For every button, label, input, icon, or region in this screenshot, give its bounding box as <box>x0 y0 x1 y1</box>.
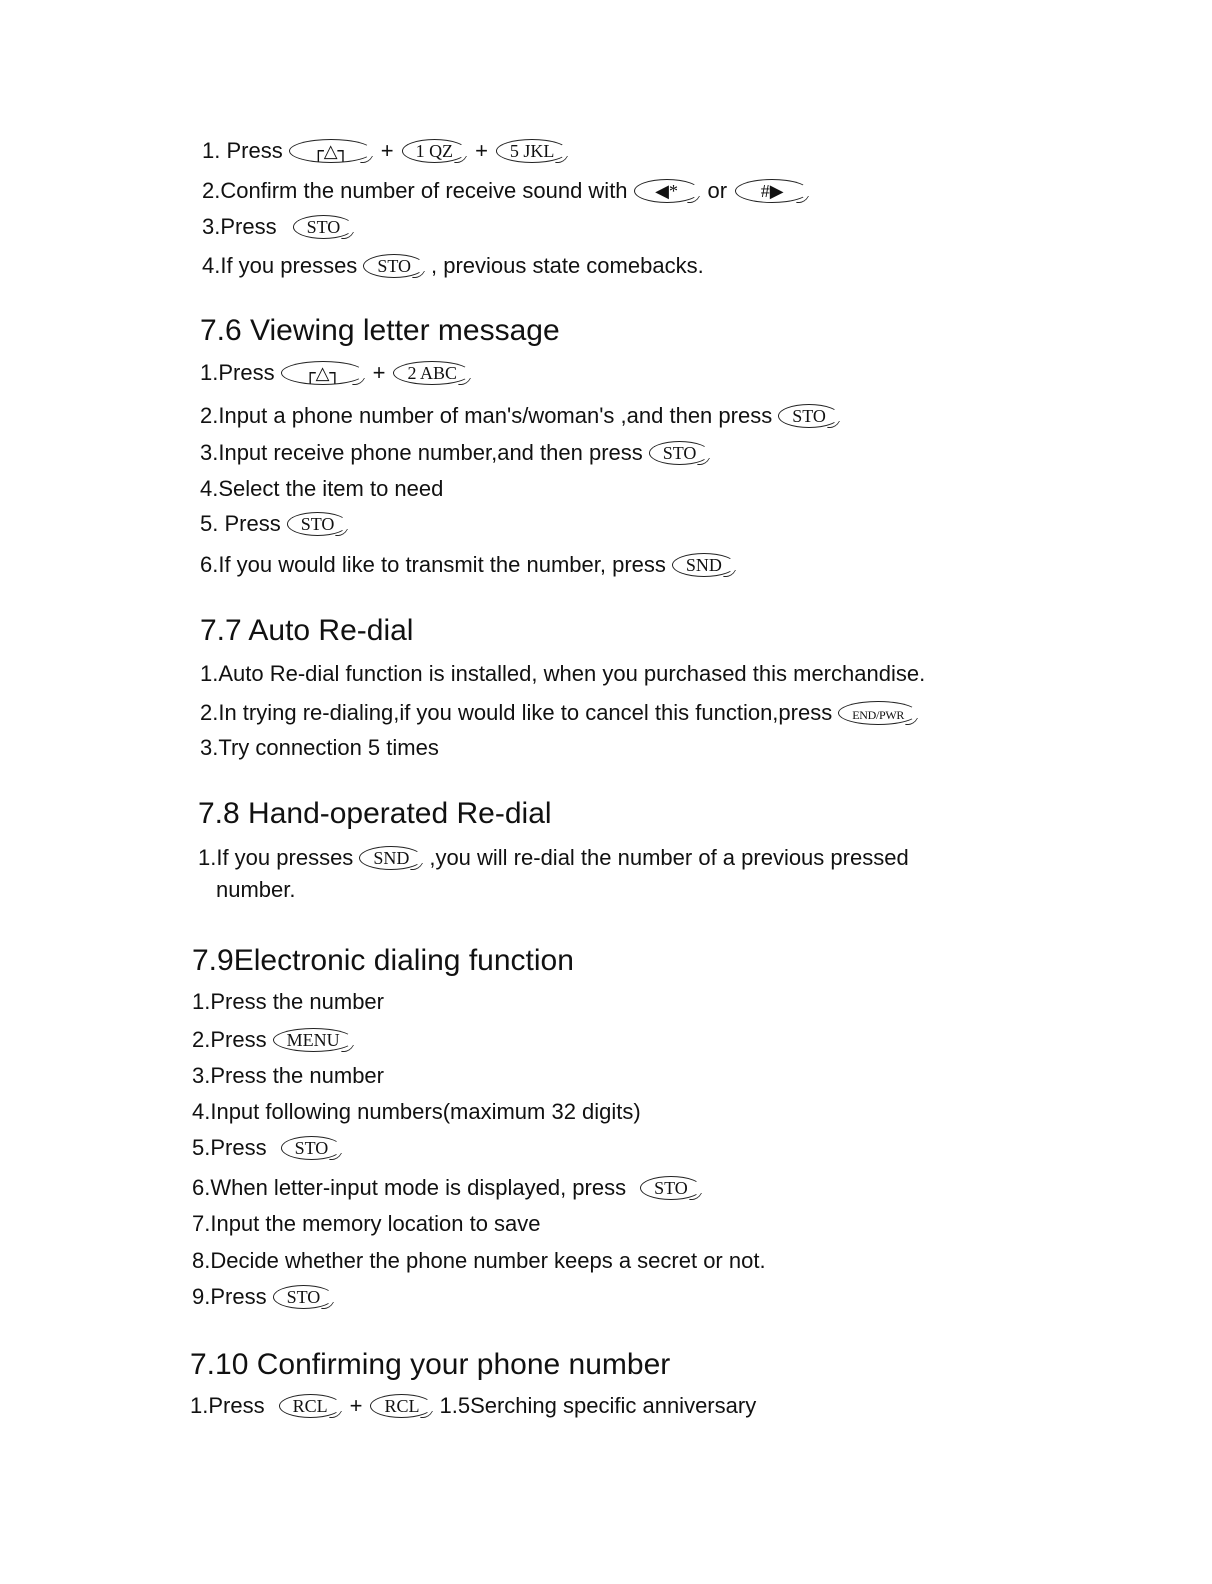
step-text: 4.Select the item to need <box>200 476 444 501</box>
section-7-7-title: 7.7 Auto Re-dial <box>200 614 414 647</box>
step-text: 5.Press <box>192 1135 267 1160</box>
snd-key-icon: SND <box>670 552 738 578</box>
step-2-confirm <box>202 176 815 206</box>
step-text: 1.Press <box>190 1393 265 1418</box>
s79-step-8 <box>192 1246 766 1276</box>
rcl-key-icon: RCL <box>368 1393 435 1419</box>
s77-step-2 <box>200 698 924 728</box>
step-text-after: ,you will re-dial the number of a previous pressed <box>429 845 909 870</box>
step-text: 2.Confirm the number of receive sound with <box>202 178 628 203</box>
step-text: 1. Press <box>202 138 283 163</box>
key-2abc-icon: 2 ABC <box>391 360 473 386</box>
left-star-key-icon: ◀* <box>632 178 702 204</box>
step-4-previous-state <box>202 251 704 281</box>
message-key-icon: ┌△┐ <box>287 138 375 164</box>
step-text-after: , previous state comebacks. <box>431 253 704 278</box>
step-text: 5. Press <box>200 511 281 536</box>
s79-step-3 <box>192 1061 384 1091</box>
snd-key-icon: SND <box>357 845 425 871</box>
step-text: 2.In trying re-dialing,if you would like to cancel this function,press <box>200 700 833 725</box>
s79-step-9 <box>192 1282 340 1312</box>
hash-right-key-icon: #▶ <box>733 178 811 204</box>
step-text: 2.Press <box>192 1027 267 1052</box>
sto-key-icon: STO <box>271 1284 337 1310</box>
step-text: 6.If you would like to transmit the number, press <box>200 552 666 577</box>
end-pwr-key-icon: END/PWR <box>836 700 920 726</box>
s76-step-3 <box>200 438 716 468</box>
s76-step-6 <box>200 550 742 580</box>
section-7-8-title: 7.8 Hand-operated Re-dial <box>198 797 552 830</box>
step-3-press-sto <box>202 212 360 242</box>
s76-step-4 <box>200 474 443 504</box>
key-1qz-icon: 1 QZ <box>400 138 470 164</box>
s76-step-2 <box>200 401 846 431</box>
plus-sign: + <box>372 360 386 385</box>
step-text: 1.If you presses <box>198 845 354 870</box>
step-text: 4.If you presses <box>202 253 358 278</box>
sto-key-icon: STO <box>285 511 351 537</box>
step-text: 6.When letter-input mode is displayed, press <box>192 1175 627 1200</box>
step-text: 9.Press <box>192 1284 267 1309</box>
sto-key-icon: STO <box>291 214 357 240</box>
menu-key-icon: MENU <box>271 1027 356 1053</box>
s79-step-5 <box>192 1133 348 1163</box>
section-7-9-title: 7.9Electronic dialing function <box>192 944 574 977</box>
plus-sign: + <box>349 1393 363 1418</box>
step-text: 3.Press <box>202 214 277 239</box>
s79-step-1 <box>192 987 384 1017</box>
key-5jkl-icon: 5 JKL <box>494 138 571 164</box>
sto-key-icon: STO <box>361 253 427 279</box>
s710-step-1 <box>190 1391 756 1421</box>
s79-step-6 <box>192 1173 708 1203</box>
message-key-icon: ┌△┐ <box>279 360 367 386</box>
sto-key-icon: STO <box>638 1175 704 1201</box>
step-text: 3.Input receive phone number,and then press <box>200 440 643 465</box>
s77-step-3 <box>200 733 439 763</box>
s76-step-5 <box>200 509 354 539</box>
s78-step-1 <box>198 843 909 873</box>
step-text: 3.Press the number <box>192 1063 384 1088</box>
s79-step-7 <box>192 1209 541 1239</box>
s76-step-1 <box>200 358 477 388</box>
step-text: 7.Input the memory location to save <box>192 1211 541 1236</box>
step-text: 8.Decide whether the phone number keeps a secret or not. <box>192 1248 766 1273</box>
step-text: 4.Input following numbers(maximum 32 digits) <box>192 1099 641 1124</box>
step-text-after: 1.5Serching specific anniversary <box>439 1393 757 1418</box>
sto-key-icon: STO <box>776 403 842 429</box>
step-text: number. <box>216 877 296 902</box>
section-7-6-title: 7.6 Viewing letter message <box>200 314 560 347</box>
step-text: 1.Press the number <box>192 989 384 1014</box>
plus-sign: + <box>475 138 488 163</box>
step-text: 3.Try connection 5 times <box>200 735 439 760</box>
rcl-key-icon: RCL <box>277 1393 344 1419</box>
step-text: 1.Auto Re-dial function is installed, when you purchased this merchandise. <box>200 661 926 686</box>
sto-key-icon: STO <box>279 1135 345 1161</box>
s77-step-1 <box>200 659 925 689</box>
s79-step-4 <box>192 1097 641 1127</box>
section-7-10-title: 7.10 Confirming your phone number <box>190 1348 671 1381</box>
sto-key-icon: STO <box>647 440 713 466</box>
step-text: 1.Press <box>200 360 275 385</box>
plus-sign: + <box>380 138 394 163</box>
step-text: 2.Input a phone number of man's/woman's ,and then press <box>200 403 773 428</box>
step-1-press-keys <box>202 136 574 166</box>
s78-step-1-cont <box>198 875 296 905</box>
s79-step-2 <box>192 1025 360 1055</box>
or-text: or <box>707 178 728 203</box>
